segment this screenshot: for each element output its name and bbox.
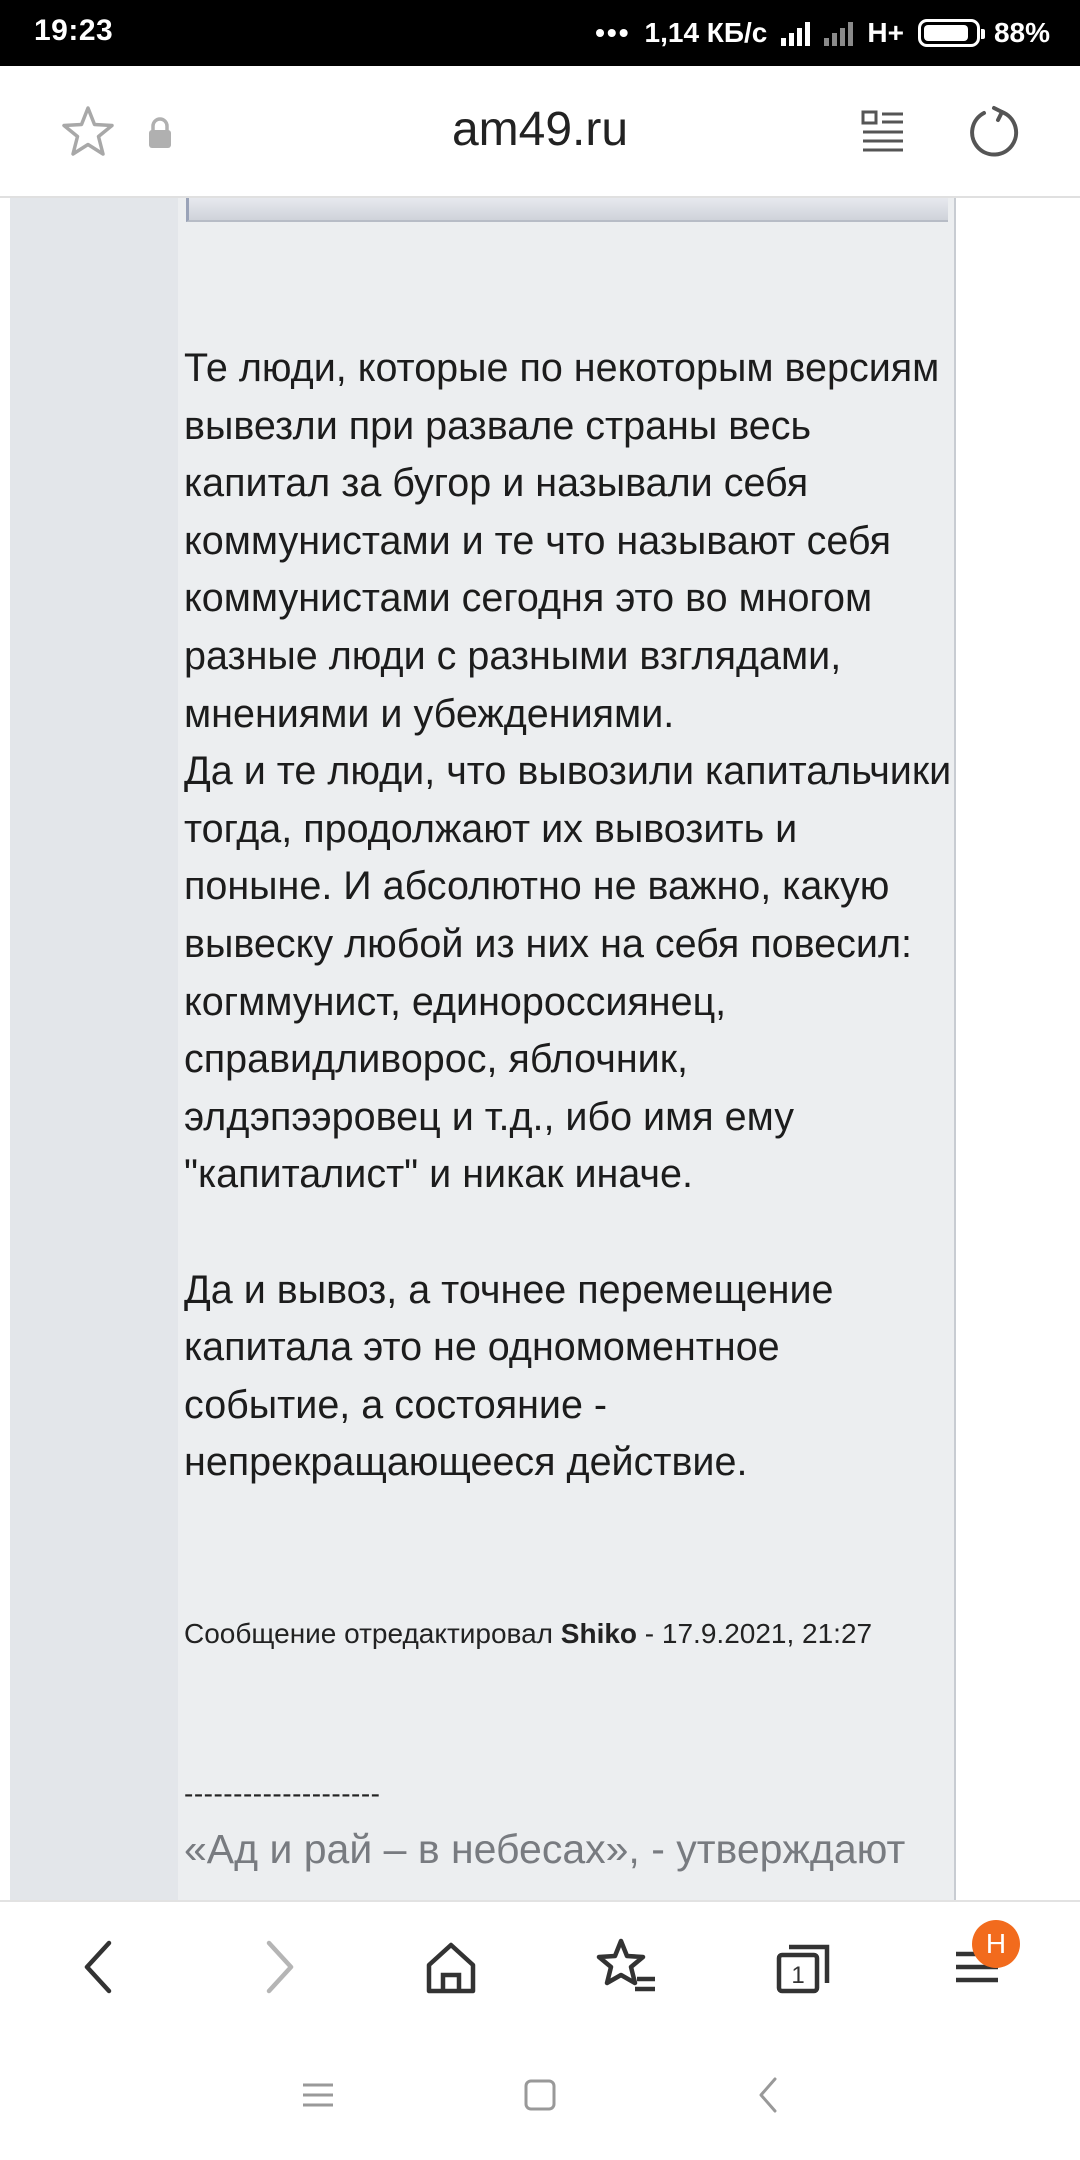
browser-toolbar	[0, 1900, 1080, 2030]
tabs-icon	[773, 1937, 833, 1997]
post-paragraph: Те люди, которые по некоторым версиям вывезли при развале страны весь капитал за бугор и называли себя коммунистами и те что называют себя коммунистами сегодня это во многом разные люди с разными взглядами, мнениями и убеждениями.	[184, 346, 940, 736]
edit-note-prefix: Сообщение отредактировал	[184, 1618, 561, 1649]
signal-2-icon	[824, 20, 853, 46]
status-indicators	[595, 14, 1050, 52]
home-nav-button[interactable]	[515, 2070, 565, 2120]
home-icon	[421, 1937, 481, 1997]
bookmarks-star-icon	[595, 1937, 659, 1997]
back-button[interactable]	[64, 1932, 134, 2002]
signature-quote: «Ад и рай – в небесах», - утверждают	[184, 1826, 906, 1872]
edit-note-date: - 17.9.2021, 21:27	[637, 1618, 873, 1649]
url-domain[interactable]: am49.ru	[451, 103, 629, 156]
battery-icon	[918, 19, 980, 47]
system-nav-bar	[0, 2030, 1080, 2160]
network-speed: 1,14 КБ/с	[644, 17, 768, 48]
svg-text:1: 1	[791, 1962, 805, 1989]
forward-arrow-icon	[259, 1939, 299, 1995]
post-paragraph: Да и те люди, что вывозили капитальчики тогда, продолжают их вывозить и поныне. И абсолютно не важно, какую вывеску любой из них на себя повесил: когммунист, единороссиянец, справидливорос, яблочник, элдэпээровец и т.д., ибо имя ему "капиталист" и никак иначе.	[184, 749, 952, 1197]
post-text	[184, 340, 954, 1492]
system-back-button[interactable]	[743, 2070, 793, 2120]
notification-badge[interactable]: Н	[972, 1920, 1020, 1968]
edit-author[interactable]: Shiko	[560, 1618, 638, 1649]
quote-block-edge	[186, 198, 948, 222]
reader-mode-icon[interactable]	[860, 106, 906, 156]
battery-percent: 88%	[993, 17, 1050, 48]
status-bar	[0, 0, 1080, 66]
network-type: H+	[867, 17, 904, 48]
edit-note	[184, 1618, 872, 1650]
status-time: 19:23	[34, 14, 114, 47]
page-content[interactable]	[0, 198, 1080, 1900]
square-home-icon	[522, 2077, 558, 2113]
post-paragraph: Да и вывоз, а точнее перемещение капитала это не одномоментное событие, а состояние - непрекращающееся действие.	[184, 1267, 834, 1485]
signature-divider: --------------------	[184, 1778, 381, 1809]
home-button[interactable]	[416, 1932, 486, 2002]
bookmarks-button[interactable]	[592, 1932, 662, 2002]
address-bar	[0, 66, 1080, 198]
recent-apps-icon	[300, 2079, 336, 2111]
tabs-button[interactable]	[768, 1932, 838, 2002]
signal-icon	[781, 20, 810, 46]
back-chevron-icon	[755, 2075, 781, 2115]
author-column	[10, 198, 178, 1900]
back-arrow-icon	[79, 1939, 119, 1995]
refresh-icon[interactable]	[966, 104, 1022, 160]
forward-button[interactable]	[244, 1932, 314, 2002]
notification-dots: •••	[595, 17, 631, 48]
recent-apps-button[interactable]	[293, 2070, 343, 2120]
